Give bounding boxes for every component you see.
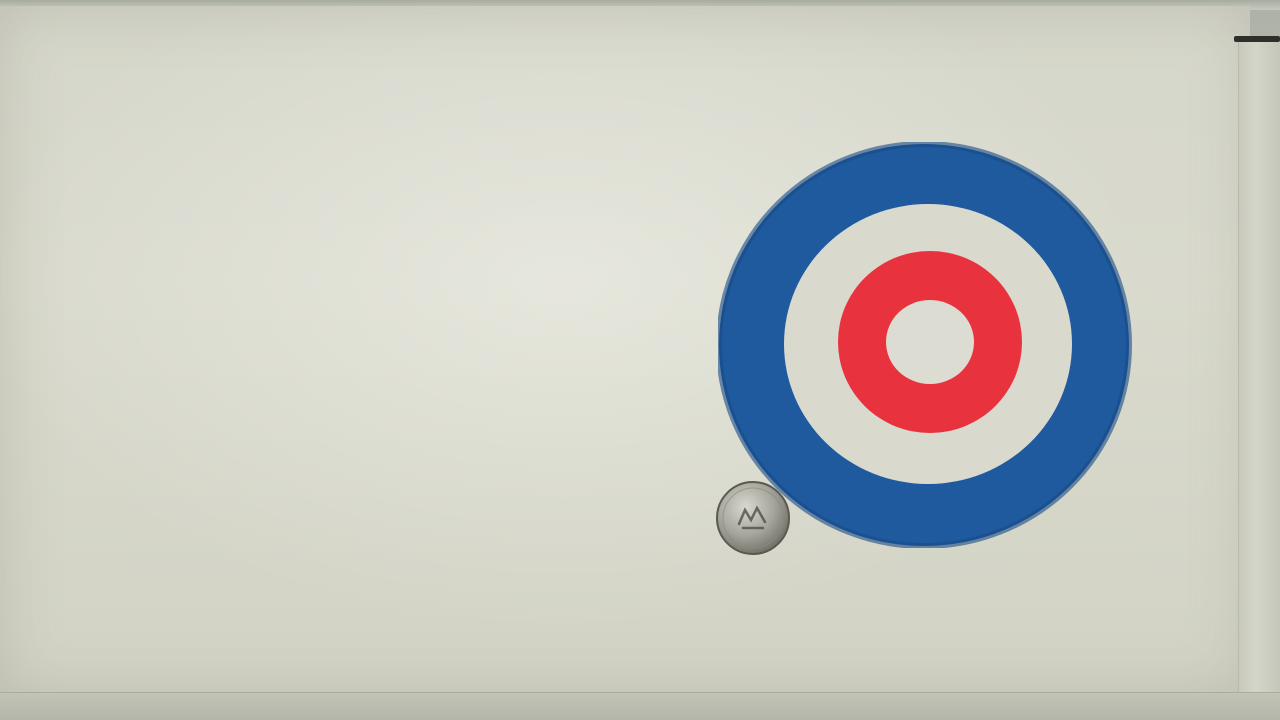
board-right-edge [1238,40,1280,700]
board-bottom-edge [0,692,1280,720]
coin-icon [715,480,791,556]
coin-svg [715,480,791,556]
corner-tape-mark [1234,36,1280,42]
center-dot [886,300,974,384]
